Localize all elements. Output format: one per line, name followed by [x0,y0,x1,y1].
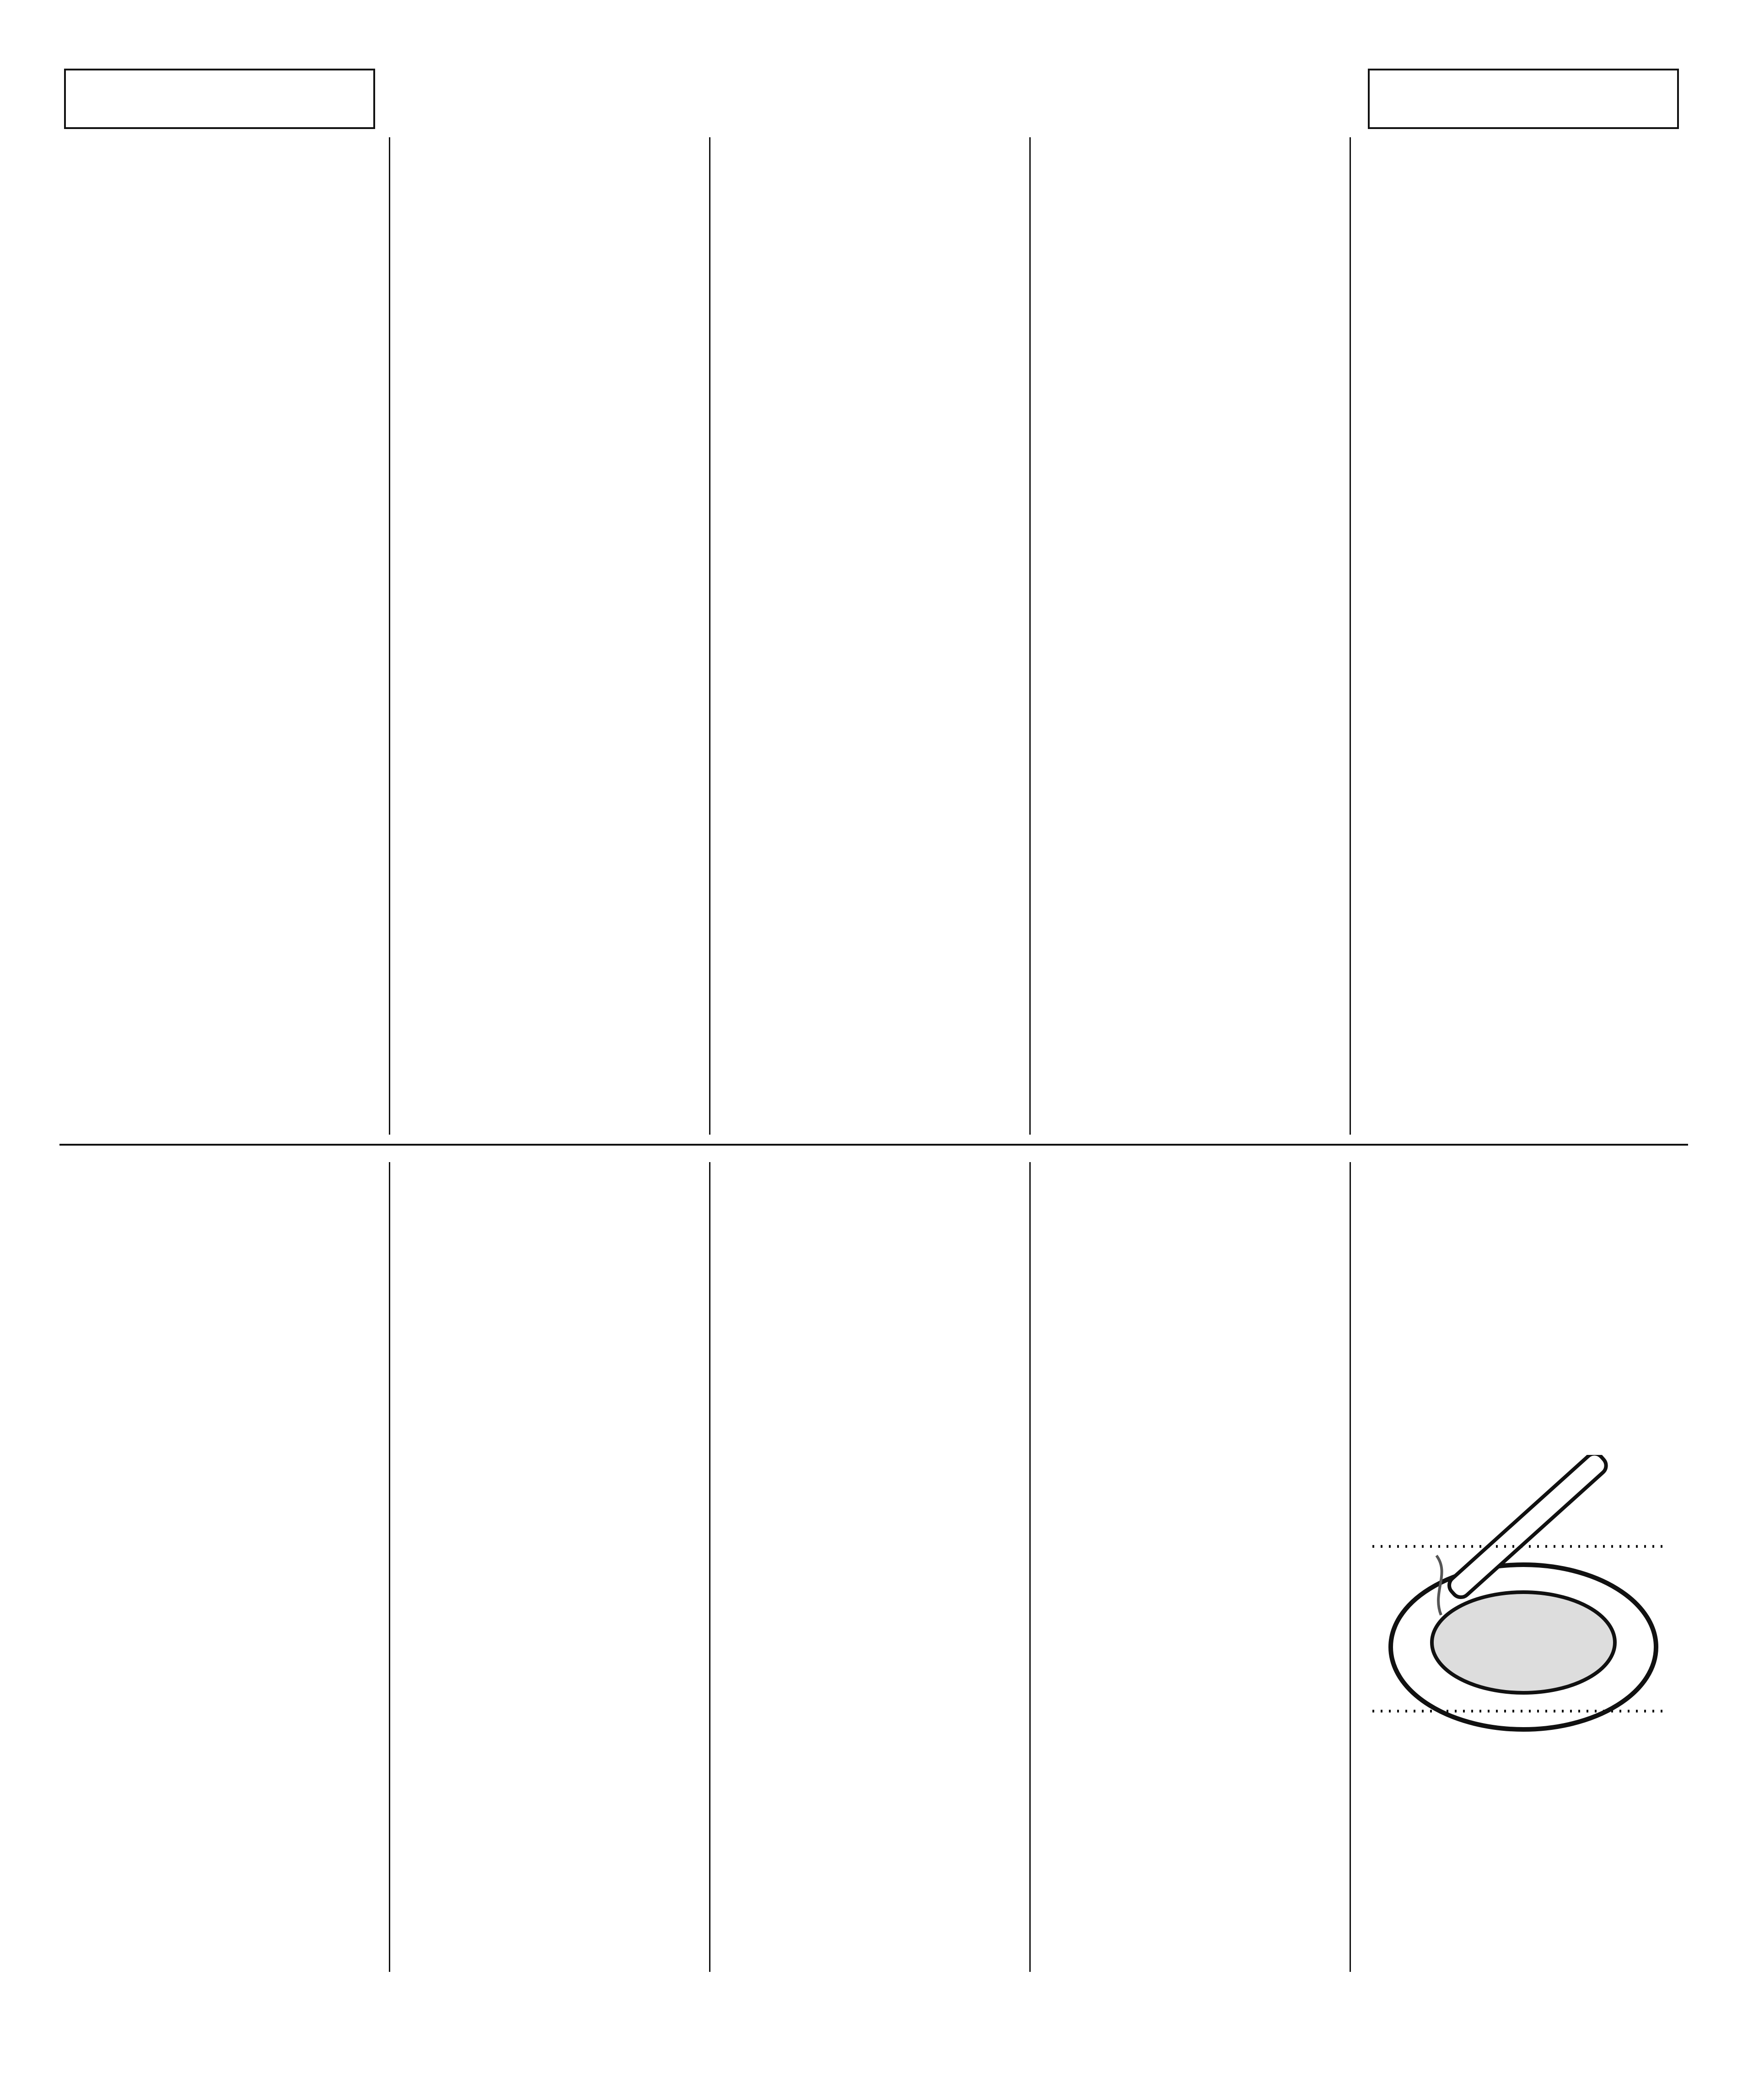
column-rule [1350,137,1351,1135]
ashtray-cigarette-illustration [1372,1455,1665,1748]
column-rule [1350,1162,1351,1972]
de-reszke-advert [1361,1414,1677,1954]
section-rule [59,1144,1688,1146]
column-rule [389,137,390,1135]
column-rule [709,137,710,1135]
column-rule [709,1162,710,1972]
column-rule [389,1162,390,1972]
weather-box-left [64,69,375,129]
weather-box-right [1368,69,1679,129]
column-rule [1029,137,1031,1135]
column-rule [1029,1162,1031,1972]
